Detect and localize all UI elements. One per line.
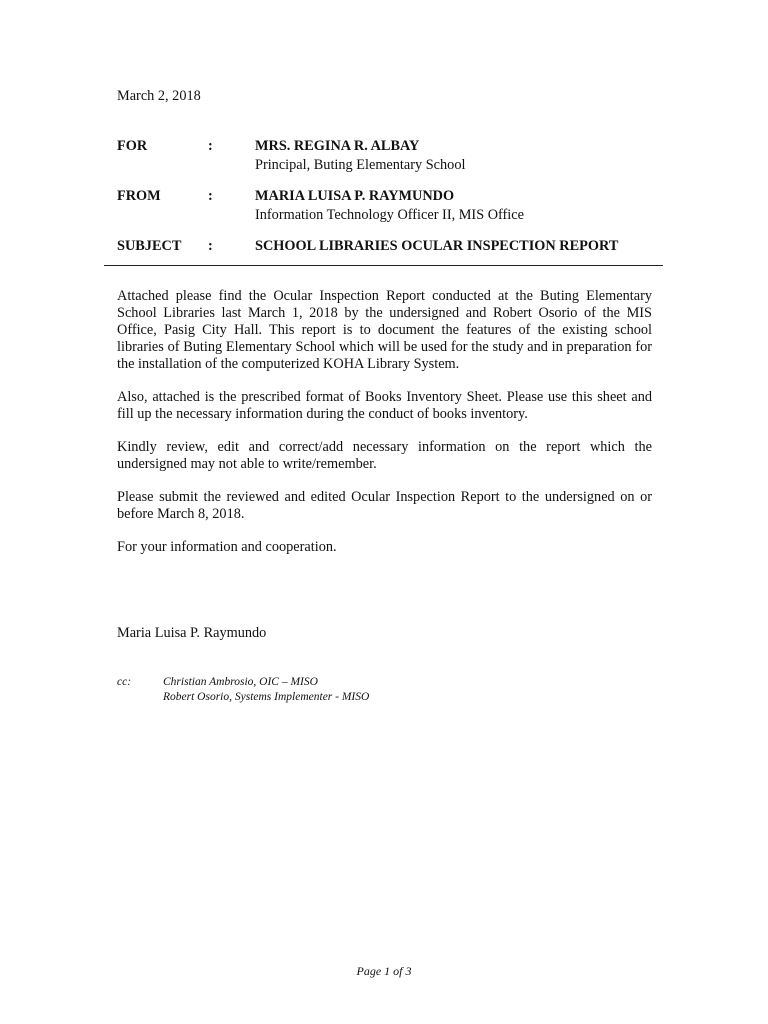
body-paragraph: For your information and cooperation. [117, 539, 337, 555]
signature-name: Maria Luisa P. Raymundo [117, 625, 267, 641]
cc-label: cc: [117, 676, 132, 688]
header-label-for: FOR [117, 138, 148, 154]
header-value-for [255, 138, 465, 174]
header-row-for [117, 138, 677, 178]
body-paragraph: Please submit the reviewed and edited Ocular Inspection Report to the undersigned on or before March 8, 2018. [117, 489, 652, 522]
header-colon: : [208, 238, 213, 254]
cc-recipient: Christian Ambrosio, OIC – MISO [163, 676, 318, 688]
body-paragraph: Kindly review, edit and correct/add necessary information on the report which the undersigned may not able to write/remember. [117, 439, 652, 472]
header-value-subject [255, 238, 618, 255]
header-colon: : [208, 188, 213, 204]
subject-text: SCHOOL LIBRARIES OCULAR INSPECTION REPORT [255, 238, 619, 254]
body-paragraph: Attached please find the Ocular Inspection Report conducted at the Buting Elementary School Libraries last March 1, 2018 by the undersigned and Robert Osorio of the MIS Office, Pasig City Hall. This report is to document the features of the existing school libraries of Buting Elementary School which will be used for the study and in preparation for the installation of the computerized KOHA Library System. [117, 288, 652, 372]
header-colon: : [208, 138, 213, 154]
header-label-subject: SUBJECT [117, 238, 182, 254]
header-row-from [117, 188, 677, 228]
sender-name: MARIA LUISA P. RAYMUNDO [255, 188, 455, 204]
recipient-title: Principal, Buting Elementary School [255, 157, 466, 173]
recipient-name: MRS. REGINA R. ALBAY [255, 138, 420, 154]
memo-date: March 2, 2018 [117, 88, 201, 104]
memo-body [117, 288, 652, 572]
header-divider [104, 265, 663, 266]
cc-recipient: Robert Osorio, Systems Implementer - MISO [163, 691, 370, 703]
body-paragraph: Also, attached is the prescribed format of Books Inventory Sheet. Please use this sheet and fill up the necessary information during the conduct of books inventory. [117, 389, 652, 422]
page-number: Page 1 of 3 [356, 964, 412, 978]
header-row-subject [117, 238, 677, 278]
header-label-from: FROM [117, 188, 161, 204]
header-value-from [255, 188, 524, 224]
cc-list [163, 675, 523, 705]
sender-title: Information Technology Officer II, MIS Office [255, 207, 524, 223]
